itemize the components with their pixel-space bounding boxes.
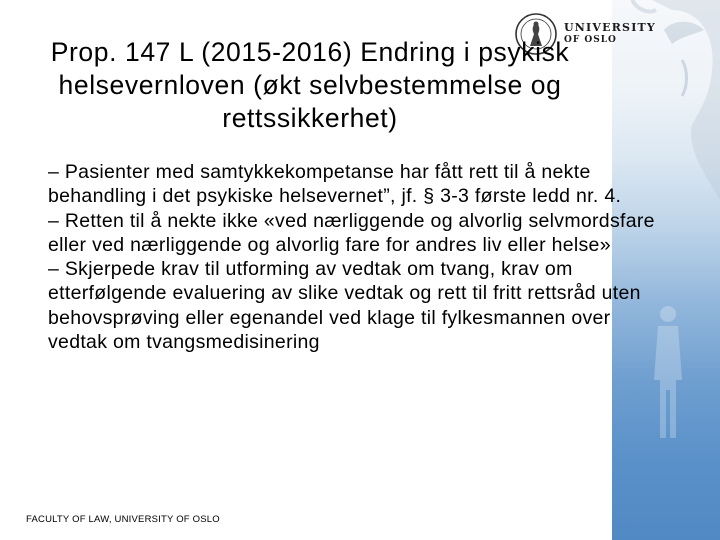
bullet-item: – Skjerpede krav til utforming av vedtak om tvang, krav om etterfølgende evaluering av slike vedtak og rett til fritt rettsråd uten behovsprøving eller egenandel ved klage til fylkesmannen over vedtak om tvangsmedisinering [48, 258, 641, 354]
slide-footer: FACULTY OF LAW, UNIVERSITY OF OSLO [26, 514, 220, 525]
logo-line-2: OF OSLO [564, 35, 617, 45]
slide-title: Prop. 147 L (2015-2016) Endring i psykisk helsevernloven (økt selvbestemmelse og rettssikkerhet) [50, 37, 570, 133]
bullet-item: – Retten til å nekte ikke «ved nærliggende og alvorlig selvmordsfare eller ved nærliggende og alvorlig fare for andres liv eller helse» [48, 209, 655, 256]
bullet-item: – Pasienter med samtykkekompetanse har fått rett til å nekte behandling i det psykiske helsevernet”, jf. § 3-3 første ledd nr. 4. [48, 161, 622, 208]
slide-body [48, 160, 663, 354]
logo-line-1: UNIVERSITY [564, 21, 656, 34]
